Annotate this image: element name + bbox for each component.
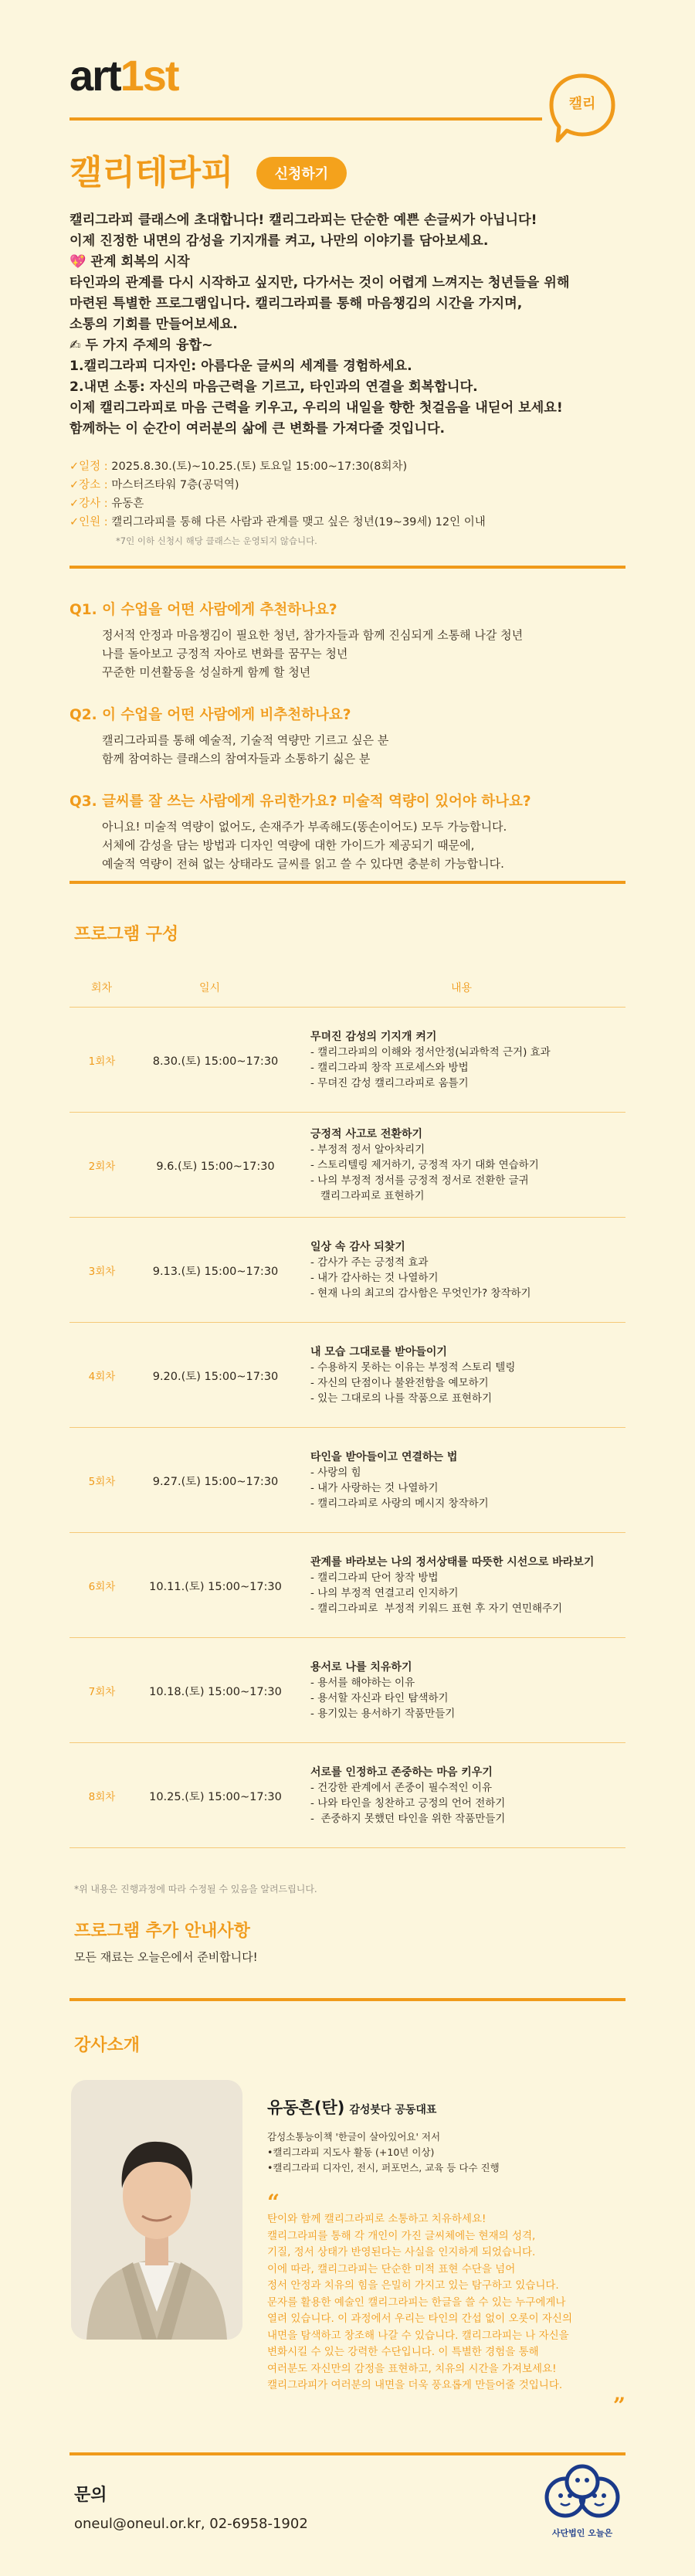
quote-line: 내면을 탐색하고 창조해 나갈 수 있습니다. 캘리그라피는 나 자신을: [267, 2329, 569, 2342]
intro-line: 타인과의 관계를 다시 시작하고 싶지만, 다가서는 것이 어렵게 느껴지는 청년들을 위해: [70, 275, 570, 291]
table-header: [70, 964, 626, 1008]
row-round: 6회차: [88, 1581, 116, 1593]
faq-answer-line: 나를 돌아보고 긍정적 자아로 변화를 꿈꾸는 청년: [102, 647, 348, 661]
header-round: 회차: [91, 982, 113, 994]
row-date: 9.6.(토) 15:00~17:30: [156, 1160, 275, 1173]
info-place: ✓장소 : 마스터즈타워 7층(공덕역): [70, 479, 239, 491]
table-row: [70, 1323, 626, 1428]
table-row: [70, 1638, 626, 1743]
faq-section: [70, 600, 626, 896]
row-date: 10.18.(토) 15:00~17:30: [149, 1685, 282, 1698]
faq-question: Q1. 이 수업을 어떤 사람에게 추천하나요?: [70, 602, 337, 618]
row-content-item: - 사랑의 힘: [310, 1466, 361, 1479]
header-date: 일시: [199, 982, 221, 994]
table-row: [70, 1428, 626, 1533]
row-content: [310, 1218, 626, 1323]
row-content: [310, 1533, 626, 1638]
row-content: [310, 1743, 626, 1848]
section-divider: [70, 2452, 626, 2455]
row-content-title: 일상 속 감사 되찾기: [310, 1241, 405, 1253]
row-content-item: - 현재 나의 최고의 감사함은 무엇인가? 창작하기: [310, 1287, 531, 1300]
intro-line: 이제 캘리그라피로 마음 근력을 키우고, 우리의 내일을 향한 첫걸음을 내딛어 보세요!: [70, 400, 563, 416]
faq-answer-line: 정서적 안정과 마음챙김이 필요한 청년, 참가자들과 함께 진심되게 소통해 나갈 청년: [102, 628, 524, 642]
instructor-role: 감성붓다 공동대표: [349, 2104, 437, 2116]
row-content-item: - 용서할 자신과 타인 탐색하기: [310, 1692, 449, 1704]
row-content: [310, 1113, 626, 1218]
logo[interactable]: [70, 51, 178, 100]
info-note: *7인 이하 신청시 해당 클래스는 운영되지 않습니다.: [116, 535, 317, 546]
row-content: [310, 1428, 626, 1533]
speech-bubble-icon: [547, 70, 626, 148]
intro-line: 소통의 기회를 만들어보세요.: [70, 317, 238, 332]
row-date: 10.11.(토) 15:00~17:30: [149, 1580, 282, 1593]
row-date: 9.27.(토) 15:00~17:30: [152, 1475, 279, 1488]
intro-line: 마련된 특별한 프로그램입니다. 캘리그라피를 통해 마음챙김의 시간을 가지며,: [70, 296, 523, 311]
faq-answer: [70, 731, 626, 768]
quote-line: 열려 있습니다. 이 과정에서 우리는 타인의 간섭 없이 오롯이 자신의: [267, 2313, 573, 2325]
row-content-item: - 용서를 해야하는 이유: [310, 1677, 415, 1689]
row-content: [310, 1638, 626, 1743]
program-title: 프로그램 구성: [74, 925, 179, 944]
check-icon: ✓: [70, 479, 80, 491]
row-date: 10.25.(토) 15:00~17:30: [149, 1790, 282, 1803]
intro-line: 1.캘리그라피 디자인: 아름다운 글씨의 세계를 경험하세요.: [70, 359, 412, 374]
faq-answer: [70, 817, 626, 873]
intro-line: 함께하는 이 순간이 여러분의 삶에 큰 변화를 가져다줄 것입니다.: [70, 421, 446, 437]
row-round: 2회차: [88, 1161, 116, 1173]
row-content-title: 타인을 받아들이고 연결하는 법: [310, 1451, 458, 1463]
header: [70, 51, 626, 136]
info-teacher: ✓강사 : 유동흔: [70, 498, 144, 510]
faq-answer-line: 아니요! 미술적 역량이 없어도, 손재주가 부족해도(똥손이어도) 모두 가능합니다.: [102, 820, 507, 834]
row-content-item: - 부정적 정서 알아차리기: [310, 1144, 425, 1156]
row-content-title: 내 모습 그대로를 받아들이기: [310, 1346, 447, 1358]
intro-text: [70, 210, 626, 440]
quote-line: 기질, 정서 상태가 반영된다는 사실을 인지하게 되었습니다.: [267, 2246, 536, 2258]
check-icon: ✓: [70, 498, 80, 510]
title-row: [70, 151, 347, 195]
row-round: 7회차: [88, 1686, 116, 1698]
faq-answer-line: 꾸준한 미션활동을 성실하게 함께 할 청년: [102, 665, 311, 679]
bio-line: •캘리그라피 디자인, 전시, 퍼포먼스, 교육 등 다수 진행: [267, 2162, 500, 2173]
row-content-item: 캘리그라피로 표현하기: [310, 1190, 425, 1202]
row-content-item: - 캘리그라피 단어 창작 방법: [310, 1572, 439, 1584]
quote-line: 캘리그라피를 통해 각 개인이 가진 글씨체에는 현재의 성격,: [267, 2229, 536, 2242]
info-people: ✓인원 : 캘리그라피를 통해 다른 사람과 관계를 맺고 싶은 청년(19~39세) 12인 이내: [70, 516, 486, 528]
intro-line: ✍ 두 가지 주제의 융합~: [70, 338, 213, 353]
row-content-item: - 무뎌진 감성 캘리그라피로 움틀기: [310, 1077, 469, 1089]
faq-answer: [70, 626, 626, 681]
bio-line: •캘리그라피 지도사 활동 (+10년 이상): [267, 2146, 435, 2158]
section-divider: [70, 566, 626, 569]
row-round: 1회차: [88, 1055, 116, 1068]
contact-text: oneul@oneul.or.kr, 02-6958-1902: [74, 2516, 308, 2532]
faq-question: Q3. 글씨를 잘 쓰는 사람에게 유리한가요? 미술적 역량이 있어야 하나요?: [70, 794, 531, 810]
quote-line: 정서 안정과 치유의 힘을 은밀히 가지고 있는 탐구하고 있습니다.: [267, 2279, 559, 2292]
bio-line: 감성소통능이책 '한글이 살아있어요' 저서: [267, 2131, 441, 2143]
row-content: [310, 1323, 626, 1428]
intro-line: 2.내면 소통: 자신의 마음근력을 기르고, 타인과의 연결을 회복합니다.: [70, 379, 478, 395]
row-content: [310, 1008, 626, 1113]
faq-answer-line: 함께 참여하는 클래스의 참여자들과 소통하기 싫은 분: [102, 752, 371, 766]
table-row: [70, 1113, 626, 1218]
row-round: 5회차: [88, 1476, 116, 1488]
quote-line: 캘리그라피가 여러분의 내면을 더욱 풍요롭게 만들어줄 것입니다.: [267, 2379, 563, 2391]
instructor-name: 유동흔(탄) 감성붓다 공동대표: [267, 2099, 437, 2117]
quote-text: [267, 2211, 626, 2394]
row-content-item: - 나의 부정적 정서를 긍정적 정서로 전환한 글귀: [310, 1174, 529, 1187]
quote-line: 문자를 활용한 예술인 캘리그라피는 한글을 쓸 수 있는 누구에게나: [267, 2296, 566, 2309]
program-table: [70, 964, 626, 1848]
row-date: 9.13.(토) 15:00~17:30: [152, 1265, 279, 1278]
row-content-title: 용서로 나를 치유하기: [310, 1661, 412, 1674]
row-content-item: - 수용하지 못하는 이유는 부정적 스토리 텔링: [310, 1361, 516, 1374]
logo-number: 1st: [120, 51, 178, 100]
faq-question: Q2. 이 수업을 어떤 사람에게 비추천하나요?: [70, 707, 351, 723]
org-name: 사단법인 오늘은: [551, 2528, 613, 2538]
instructor-info: [267, 2095, 626, 2176]
check-icon: ✓: [70, 516, 80, 528]
row-content-item: - 나의 부정적 연결고리 인지하기: [310, 1587, 459, 1599]
table-row: [70, 1533, 626, 1638]
org-logo: [542, 2463, 622, 2548]
table-note: *위 내용은 진행과정에 따라 수정될 수 있음을 알려드립니다.: [74, 1884, 317, 1895]
instructor-photo: [71, 2080, 242, 2340]
instructor-bio: [267, 2129, 626, 2176]
row-date: 8.30.(토) 15:00~17:30: [152, 1055, 279, 1068]
row-content-item: - 내가 감사하는 것 나열하기: [310, 1272, 439, 1284]
faq-answer-line: 예술적 역량이 전혀 없는 상태라도 글씨를 읽고 쓸 수 있다면 충분히 가능합니다.: [102, 857, 504, 871]
faq-answer-line: 서체에 감성을 담는 방법과 디자인 역량에 대한 가이드가 제공되기 때문에,: [102, 838, 475, 852]
page-title: 캘리테라피: [70, 154, 234, 192]
intro-line: 💖 관계 회복의 시작: [70, 254, 190, 270]
row-content-item: - 내가 사랑하는 것 나열하기: [310, 1482, 439, 1494]
table-row: [70, 1008, 626, 1113]
table-row: [70, 1743, 626, 1848]
extra-text: 모든 재료는 오늘은에서 준비합니다!: [74, 1950, 258, 1964]
row-content-title: 무뎌진 감성의 기지개 켜기: [310, 1031, 437, 1043]
row-content-item: - 캘리그라피로 부정적 키워드 표현 후 자기 연민해주기: [310, 1602, 563, 1615]
header-content: 내용: [451, 982, 473, 994]
table-row: [70, 1218, 626, 1323]
row-content-item: - 용기있는 용서하기 작품만들기: [310, 1708, 456, 1720]
info-schedule: ✓일정 : 2025.8.30.(토)~10.25.(토) 토요일 15:00~17:30(8회차): [70, 460, 408, 473]
row-content-title: 관계를 바라보는 나의 정서상태를 따뜻한 시선으로 바라보기: [310, 1556, 595, 1568]
row-content-item: - 캘리그라피 창작 프로세스와 방법: [310, 1062, 469, 1074]
instructor-quote: [267, 2190, 626, 2418]
row-content-title: 긍정적 사고로 전환하기: [310, 1128, 422, 1140]
quote-open-icon: “: [267, 2190, 280, 2215]
row-content-item: - 자신의 단점이나 불완전함을 예모하기: [310, 1377, 489, 1389]
row-content-title: 서로를 인정하고 존중하는 마음 키우기: [310, 1766, 493, 1779]
instructor-title: 강사소개: [74, 2036, 141, 2055]
row-content-item: - 캘리그라피의 이해와 정서안정(뇌과학적 근거) 효과: [310, 1046, 551, 1059]
contact-title: 문의: [74, 2486, 107, 2505]
row-content-item: - 있는 그대로의 나를 작품으로 표현하기: [310, 1392, 492, 1405]
row-date: 9.20.(토) 15:00~17:30: [152, 1370, 279, 1383]
bubble-label: 캘리: [568, 96, 596, 112]
logo-text: art: [70, 51, 120, 100]
quote-close-icon: ”: [612, 2393, 626, 2418]
org-logo-icon: [542, 2463, 622, 2525]
row-content-item: - 캘리그라피로 사랑의 메시지 창작하기: [310, 1497, 489, 1510]
row-round: 8회차: [88, 1791, 116, 1803]
section-divider: [70, 1998, 626, 2001]
row-content-item: - 스토리텔링 제거하기, 긍정적 자기 대화 연습하기: [310, 1159, 539, 1171]
check-icon: ✓: [70, 460, 80, 473]
quote-line: 변화시킬 수 있는 강력한 수단입니다. 이 특별한 경험을 통해: [267, 2346, 539, 2358]
quote-line: 이에 따라, 캘리그라피는 단순한 미적 표현 수단을 넘어: [267, 2262, 516, 2275]
row-content-item: - 감사가 주는 긍정적 효과: [310, 1256, 429, 1269]
row-round: 3회차: [88, 1266, 116, 1278]
quote-line: 여러분도 자신만의 감정을 표현하고, 치유의 시간을 가져보세요!: [267, 2362, 557, 2375]
row-content-item: - 건강한 관계에서 존중이 필수적인 이유: [310, 1782, 492, 1794]
section-divider: [70, 881, 626, 884]
table-body: [70, 1008, 626, 1848]
header-divider: [70, 117, 542, 121]
quote-line: 탄이와 함께 캘리그라피로 소통하고 치유하세요!: [267, 2213, 486, 2225]
apply-button[interactable]: 신청하기: [256, 157, 348, 189]
class-info: [70, 457, 626, 550]
intro-line: 이제 진정한 내면의 감성을 기지개를 켜고, 나만의 이야기를 담아보세요.: [70, 233, 489, 249]
intro-line: 캘리그라피 클래스에 초대합니다! 캘리그라피는 단순한 예쁜 손글씨가 아닙니다!: [70, 212, 537, 228]
row-content-item: - 나와 타인을 칭찬하고 긍정의 언어 전하기: [310, 1797, 506, 1810]
extra-title: 프로그램 추가 안내사항: [74, 1922, 250, 1941]
row-round: 4회차: [88, 1371, 116, 1383]
faq-answer-line: 캘리그라피를 통해 예술적, 기술적 역량만 기르고 싶은 분: [102, 733, 389, 747]
row-content-item: - 존중하지 못했던 타인을 위한 작품만들기: [310, 1813, 506, 1825]
